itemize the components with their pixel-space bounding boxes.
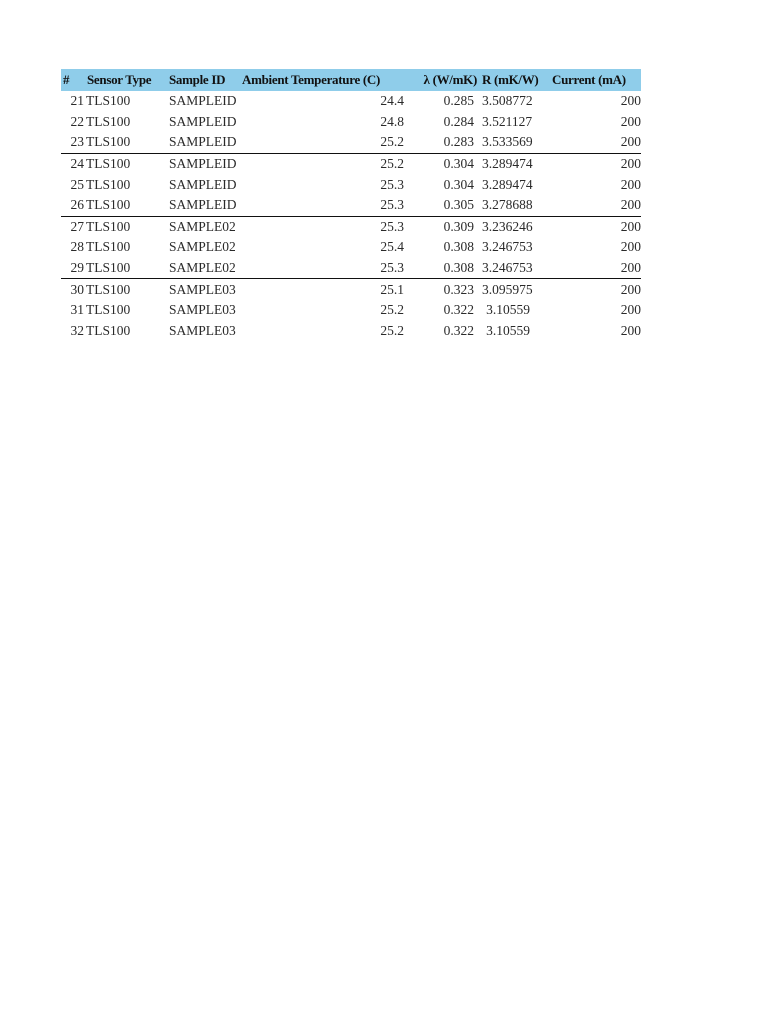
resistance-cell: 3.246753 xyxy=(480,258,550,279)
lambda-cell: 0.322 xyxy=(443,302,474,318)
current-cell: 200 xyxy=(620,113,641,129)
row-number: 28 xyxy=(70,239,84,255)
sample-id-cell: SAMPLE03 xyxy=(169,302,236,318)
resistance-cell: 3.236246 xyxy=(482,218,533,234)
row-number: 30 xyxy=(70,281,84,297)
row-number: 21 xyxy=(70,93,84,109)
lambda-cell: 0.304 xyxy=(443,176,474,192)
measurement-table xyxy=(61,69,641,341)
table-row xyxy=(61,237,641,258)
lambda-cell: 0.305 xyxy=(414,195,480,216)
header-resistance: R (mK/W) xyxy=(480,69,550,91)
lambda-cell: 0.308 xyxy=(443,239,474,255)
resistance-cell: 3.533569 xyxy=(480,132,550,153)
header-sample-id: Sample ID xyxy=(167,69,240,91)
row-number: 22 xyxy=(70,113,84,129)
sensor-type-cell: TLS100 xyxy=(86,113,131,129)
sample-id-cell: SAMPLEID xyxy=(169,113,237,129)
resistance-cell: 3.095975 xyxy=(482,281,533,297)
sample-id-cell: SAMPLE03 xyxy=(169,322,236,338)
current-cell: 200 xyxy=(620,156,641,172)
header-lambda: λ (W/mK) xyxy=(414,69,480,91)
row-number: 25 xyxy=(70,176,84,192)
sample-id-cell: SAMPLEID xyxy=(167,195,240,216)
lambda-cell: 0.283 xyxy=(414,132,480,153)
table-header xyxy=(61,69,641,91)
sample-id-cell: SAMPLE03 xyxy=(169,281,236,297)
row-number: 27 xyxy=(70,218,84,234)
sensor-type-cell: TLS100 xyxy=(86,218,131,234)
ambient-temp-cell: 25.1 xyxy=(380,281,404,297)
resistance-cell: 3.246753 xyxy=(482,239,533,255)
header-row xyxy=(61,69,641,91)
current-cell: 200 xyxy=(620,322,641,338)
header-current: Current (mA) xyxy=(550,69,641,91)
table-row xyxy=(61,112,641,133)
table-row xyxy=(61,258,641,279)
row-number: 24 xyxy=(70,156,84,172)
row-number: 26 xyxy=(61,195,85,216)
table-body xyxy=(61,91,641,341)
resistance-cell: 3.289474 xyxy=(482,156,533,172)
ambient-temp-cell: 25.3 xyxy=(380,176,404,192)
lambda-cell: 0.308 xyxy=(414,258,480,279)
lambda-cell: 0.304 xyxy=(443,156,474,172)
sensor-type-cell: TLS100 xyxy=(86,176,131,192)
ambient-temp-cell: 24.4 xyxy=(380,93,404,109)
sample-id-cell: SAMPLE02 xyxy=(169,218,236,234)
sensor-type-cell: TLS100 xyxy=(86,156,131,172)
table-row xyxy=(61,132,641,153)
sample-id-cell: SAMPLEID xyxy=(169,176,237,192)
header-ambient-temperature: Ambient Temperature (C) xyxy=(240,69,414,91)
header-number: # xyxy=(61,69,85,91)
table-row xyxy=(61,91,641,112)
ambient-temp-cell: 25.2 xyxy=(380,302,404,318)
sensor-type-cell: TLS100 xyxy=(86,302,131,318)
sample-id-cell: SAMPLE02 xyxy=(167,258,240,279)
sensor-type-cell: TLS100 xyxy=(85,258,167,279)
current-cell: 200 xyxy=(620,281,641,297)
current-cell: 200 xyxy=(620,218,641,234)
resistance-cell: 3.10559 xyxy=(486,302,530,318)
ambient-temp-cell: 25.3 xyxy=(240,195,414,216)
table-row xyxy=(61,174,641,195)
ambient-temp-cell: 25.3 xyxy=(240,258,414,279)
resistance-cell: 3.508772 xyxy=(482,93,533,109)
current-cell: 200 xyxy=(620,93,641,109)
table-row xyxy=(61,321,641,342)
sensor-type-cell: TLS100 xyxy=(86,239,131,255)
row-number: 29 xyxy=(61,258,85,279)
current-cell: 200 xyxy=(620,302,641,318)
ambient-temp-cell: 25.3 xyxy=(380,218,404,234)
ambient-temp-cell: 25.4 xyxy=(380,239,404,255)
sample-id-cell: SAMPLEID xyxy=(167,132,240,153)
sensor-type-cell: TLS100 xyxy=(86,322,131,338)
table-row xyxy=(61,300,641,321)
lambda-cell: 0.323 xyxy=(443,281,474,297)
row-number: 31 xyxy=(70,302,84,318)
sample-id-cell: SAMPLE02 xyxy=(169,239,236,255)
lambda-cell: 0.284 xyxy=(443,113,474,129)
sensor-type-cell: TLS100 xyxy=(86,93,131,109)
sensor-type-cell: TLS100 xyxy=(85,195,167,216)
resistance-cell: 3.10559 xyxy=(486,322,530,338)
resistance-cell: 3.521127 xyxy=(482,113,533,129)
row-number: 32 xyxy=(70,322,84,338)
current-cell: 200 xyxy=(620,239,641,255)
current-cell: 200 xyxy=(620,176,641,192)
sensor-type-cell: TLS100 xyxy=(85,132,167,153)
current-cell: 200 xyxy=(550,258,641,279)
resistance-cell: 3.289474 xyxy=(482,176,533,192)
ambient-temp-cell: 25.2 xyxy=(380,156,404,172)
ambient-temp-cell: 25.2 xyxy=(380,322,404,338)
table-row xyxy=(61,279,641,300)
sample-id-cell: SAMPLEID xyxy=(169,156,237,172)
sample-id-cell: SAMPLEID xyxy=(169,93,237,109)
ambient-temp-cell: 25.2 xyxy=(240,132,414,153)
header-sensor-type: Sensor Type xyxy=(85,69,167,91)
row-number: 23 xyxy=(61,132,85,153)
current-cell: 200 xyxy=(550,132,641,153)
table-row xyxy=(61,216,641,237)
lambda-cell: 0.285 xyxy=(443,93,474,109)
sensor-type-cell: TLS100 xyxy=(86,281,131,297)
ambient-temp-cell: 24.8 xyxy=(380,113,404,129)
resistance-cell: 3.278688 xyxy=(480,195,550,216)
table-row xyxy=(61,195,641,216)
lambda-cell: 0.322 xyxy=(443,322,474,338)
current-cell: 200 xyxy=(550,195,641,216)
table-row xyxy=(61,153,641,174)
lambda-cell: 0.309 xyxy=(443,218,474,234)
